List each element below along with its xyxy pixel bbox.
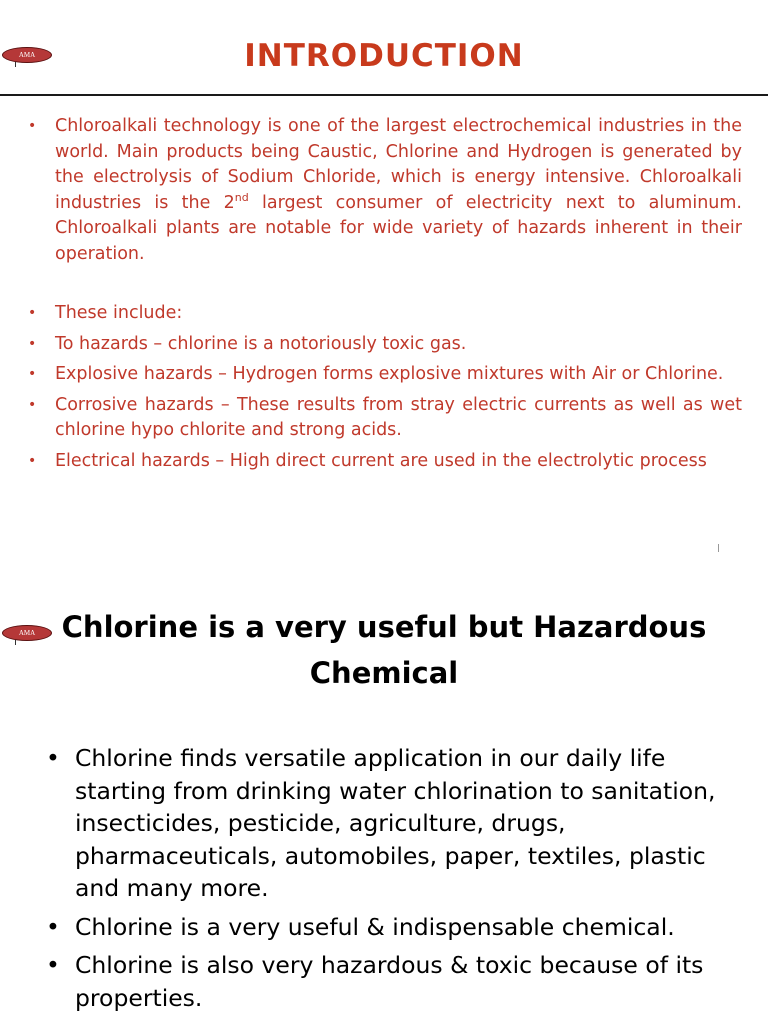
intro-bullet-list bbox=[28, 114, 742, 479]
slide-title bbox=[0, 604, 768, 696]
list-item: • Chlorine finds versatile application in our daily life starting from drinking water chlorination to sanitation, insecticides, pesticide, agriculture, drugs, pharmaceuticals, automobiles, paper, textiles, plastic and many more. bbox=[46, 742, 736, 905]
list-item bbox=[28, 114, 742, 267]
ama-logo-text: AMA bbox=[18, 51, 36, 59]
chlorine-bullet-list bbox=[46, 742, 736, 1020]
list-item: • Chlorine is a very useful & indispensable chemical. bbox=[46, 911, 736, 944]
title-line-1: Chlorine is a very useful but Hazardous bbox=[61, 610, 707, 644]
bullet-text: largest consumer of electricity next to aluminum. Chloroalkali plants are notable for wide variety of hazards inherent in their operation. bbox=[55, 192, 742, 264]
slide-title: INTRODUCTION bbox=[244, 38, 524, 74]
title-line-2: Chemical bbox=[309, 656, 459, 690]
list-item: • Electrical hazards – High direct current are used in the electrolytic process bbox=[28, 449, 742, 475]
list-item: • Chlorine is also very hazardous & toxic because of its properties. bbox=[46, 949, 736, 1014]
list-item: • Corrosive hazards – These results from stray electric currents as well as wet chlorine hypo chlorite and strong acids. bbox=[28, 393, 742, 444]
superscript: nd bbox=[234, 190, 249, 204]
list-item: • These include: bbox=[28, 301, 742, 327]
list-item: • To hazards – chlorine is a notoriously toxic gas. bbox=[28, 332, 742, 358]
list-item: • Explosive hazards – Hydrogen forms explosive mixtures with Air or Chlorine. bbox=[28, 362, 742, 388]
slide-chlorine-hazardous bbox=[0, 568, 768, 1024]
page-mark bbox=[718, 544, 719, 552]
ama-logo-text: AMA bbox=[18, 629, 36, 637]
title-divider bbox=[0, 94, 768, 96]
bullet-text: Chloroalkali technology is one of the largest electrochemical industries in the world. Main products being Caustic, Chlorine and Hydrogen is generated by the electrolysis of Sodium Chloride, which is energy intensive. Chloroalkali industries is the 2 bbox=[55, 116, 742, 213]
